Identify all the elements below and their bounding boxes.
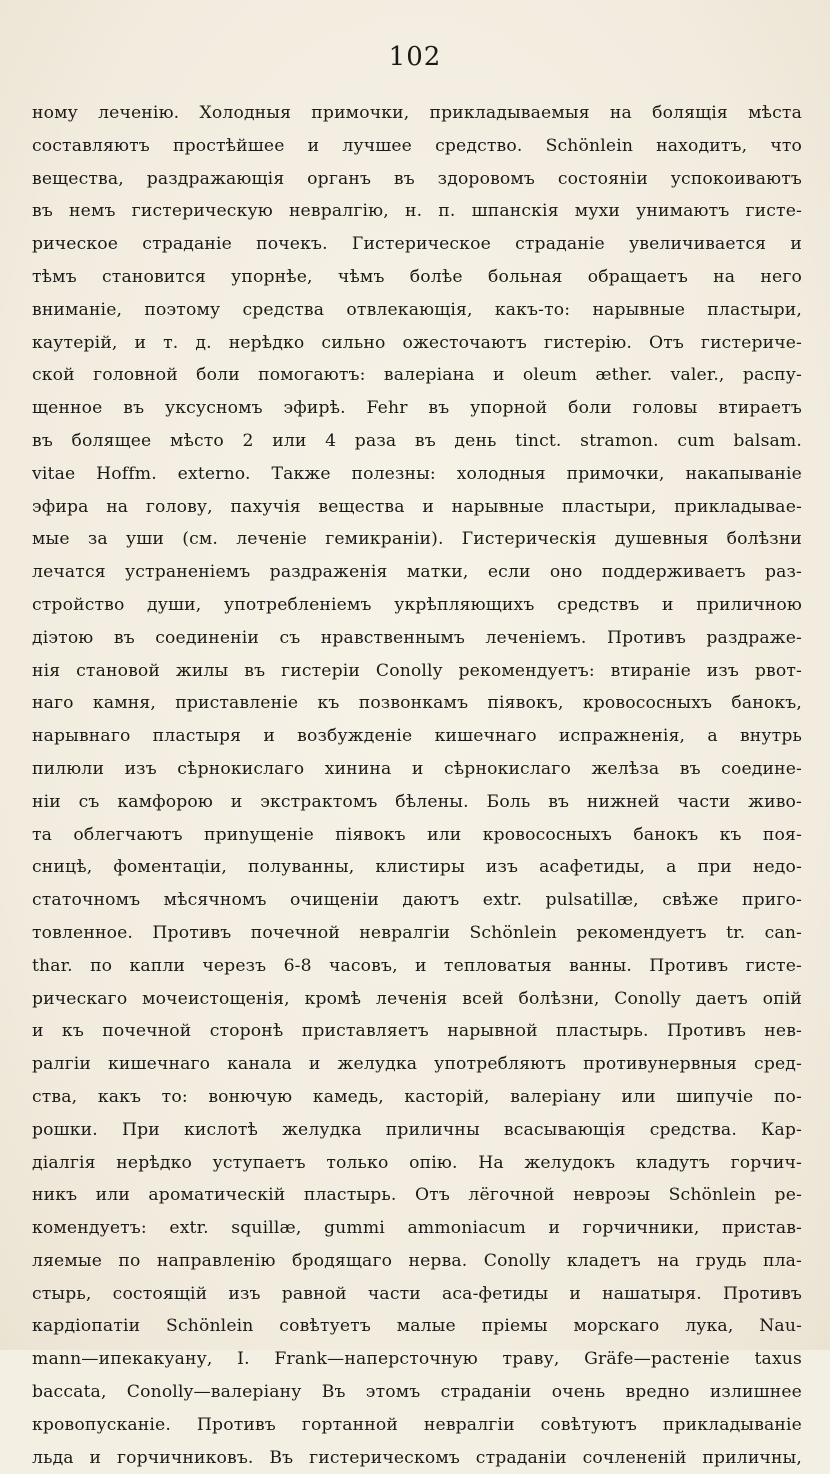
text-line: baccata, Conolly—валеріану Въ этомъ страданіи очень вредно излишнее <box>32 1382 802 1403</box>
text-line: пилюли изъ сѣрнокислаго хинина и сѣрнокислаго желѣза въ соедине- <box>32 758 802 779</box>
text-line: сницѣ, фоментаціи, полуванны, клистиры изъ асафетиды, а при недо- <box>32 857 802 878</box>
text-line: нарывнаго пластыря и возбужденіе кишечнаго испражненія, а внутрь <box>32 726 802 747</box>
text-line: vitae Hoffm. externo. Также полезны: холодныя примочки, накапываніе <box>32 463 802 484</box>
text-line: никъ или ароматическій пластырь. Отъ лёгочной невроэы Schönlein ре- <box>32 1185 802 1206</box>
text-line: рическаго мочеистощенія, кромѣ леченія всей болѣзни, Conolly даетъ опій <box>32 988 802 1009</box>
text-line: наго камня, приставленіе къ позвонкамъ піявокъ, кровососныхъ банокъ, <box>32 693 802 714</box>
text-line: та облегчаютъ приnущеніе піявокъ или кровососныхъ банокъ къ поя- <box>32 824 802 845</box>
text-line: каутерій, и т. д. нерѣдко сильно ожесточаютъ гистерію. Отъ гистериче- <box>32 332 802 353</box>
text-line: стырь, состоящій изъ равной части аса-фетиды и нашатыря. Противъ <box>32 1283 802 1304</box>
text-line: діэтою въ соединеніи съ нравственнымъ леченіемъ. Противъ раздраже- <box>32 627 802 648</box>
text-line: стройство души, употребленіемъ укрѣпляющихъ средствъ и приличною <box>32 594 802 615</box>
text-line: статочномъ мѣсячномъ очищеніи даютъ extr. pulsatillæ, свѣже приго- <box>32 890 802 911</box>
text-line: комендуетъ: extr. squillæ, gummi ammoniacum и горчичники, пристав- <box>32 1218 802 1239</box>
text-line: тѣмъ становится упорнѣе, чѣмъ болѣе больная обращаетъ на него <box>32 266 802 287</box>
text-line: кровопусканіе. Противъ гортанной невралгіи совѣтуютъ прикладываніе <box>32 1414 802 1435</box>
text-line: mann—ипекакуану, I. Frank—наперсточную траву, Gräfe—растеніе taxus <box>32 1349 802 1370</box>
text-line: мые за уши (см. леченіе гемикраніи). Гистерическія душевныя болѣзни <box>32 529 802 550</box>
page-number: 102 <box>388 42 442 72</box>
text-line: лечатся устраненіемъ раздраженія матки, если оно поддерживаетъ раз- <box>32 562 802 583</box>
text-line: кардіопатіи Schönlein совѣтуетъ малые пріемы морскаго лука, Nau- <box>32 1316 802 1337</box>
text-line: нія становой жилы въ гистеріи Conolly рекомендуетъ: втираніе изъ рвот- <box>32 660 802 681</box>
text-line: товленное. Противъ почечной невралгіи Schönlein рекомендуетъ tr. can- <box>32 922 802 943</box>
text-line: составляютъ простѣйшее и лучшее средство. Schönlein находитъ, что <box>32 135 802 156</box>
text-line: ства, какъ то: вонючую камедь, касторій, валеріану или шипучіе по- <box>32 1086 802 1107</box>
text-line: рическое страданіе почекъ. Гистерическое страданіе увеличивается и <box>32 234 802 255</box>
text-line: въ немъ гистерическую невралгію, н. п. шпанскія мухи унимаютъ гисте- <box>32 201 802 222</box>
text-line: и къ почечной сторонѣ приставляетъ нарывной пластырь. Противъ нев- <box>32 1021 802 1042</box>
text-line: вещества, раздражающія органъ въ здоровомъ состояніи успокоиваютъ <box>32 168 802 189</box>
text-line: діалгія нерѣдко уступаетъ только опію. На желудокъ кладутъ горчич- <box>32 1152 802 1173</box>
text-line: ралгіи кишечнаго канала и желудка употребляютъ противунервныя сред- <box>32 1054 802 1075</box>
body-text <box>32 97 802 1474</box>
text-line: вниманіе, поэтому средства отвлекающія, какъ-то: нарывные пластыри, <box>32 299 802 320</box>
text-line: ляемые по направленію бродящаго нерва. Conolly кладетъ на грудь пла- <box>32 1250 802 1271</box>
text-line: щенное въ уксусномъ эфирѣ. Fehr въ упорной боли головы втираетъ <box>32 398 802 419</box>
text-line: ніи съ камфорою и экстрактомъ бѣлены. Боль въ нижней части живо- <box>32 791 802 812</box>
text-line: льда и горчичниковъ. Въ гистерическомъ страданіи сочлененій приличны, <box>32 1447 802 1468</box>
text-line: рошки. При кислотѣ желудка приличны всасывающія средства. Кар- <box>32 1119 802 1140</box>
text-line: въ болящее мѣсто 2 или 4 раза въ день tinct. stramon. cum balsam. <box>32 430 802 451</box>
text-line: ской головной боли помогаютъ: валеріана и oleum æther. valer., распу- <box>32 365 802 386</box>
text-line: thar. по капли черезъ 6-8 часовъ, и тепловатыя ванны. Противъ гисте- <box>32 955 802 976</box>
text-line: ному леченію. Холодныя примочки, прикладываемыя на болящія мѣста <box>32 103 802 123</box>
text-line: эфира на голову, пахучія вещества и нарывные пластыри, прикладывае- <box>32 496 802 517</box>
